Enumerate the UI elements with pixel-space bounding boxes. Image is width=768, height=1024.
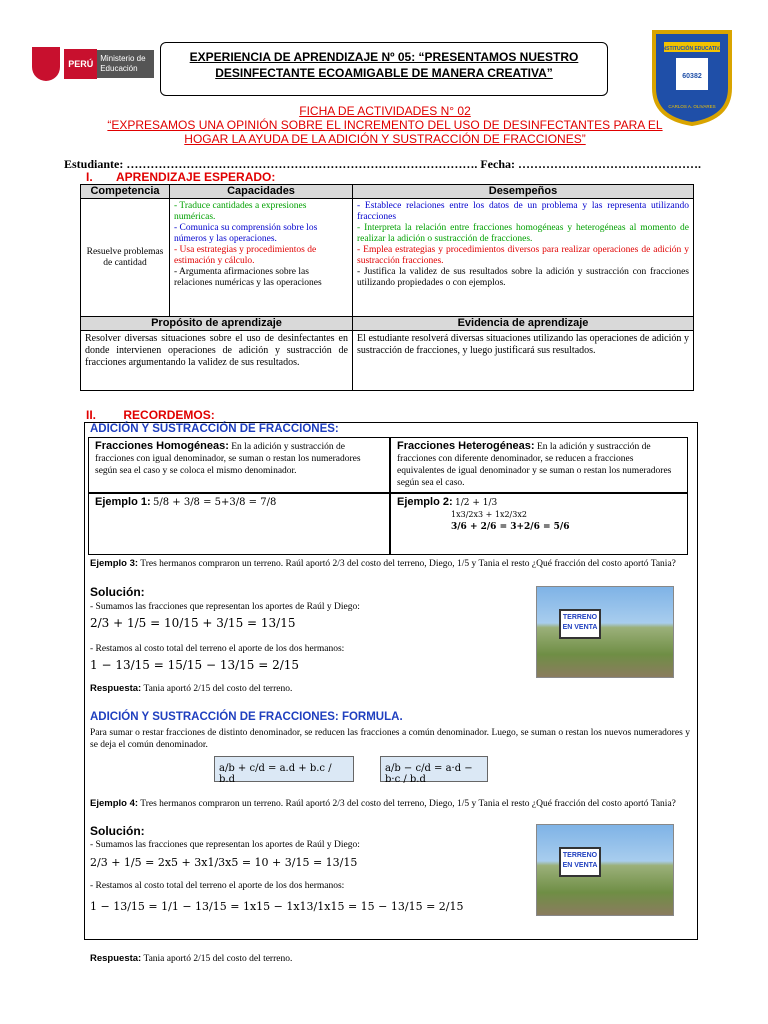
- section1-num: I.: [86, 170, 93, 184]
- addsub-heading: ADICIÓN Y SUSTRACCIÓN DE FRACCIONES:: [90, 423, 339, 435]
- ejemplo1-box: [88, 493, 390, 555]
- section2-heading: [86, 408, 215, 422]
- des1: - Establece relaciones entre los datos de un problema y las representa utilizando fracciones: [357, 201, 689, 222]
- minedu-logo: [32, 44, 154, 84]
- resp1-label: Respuesta:: [90, 683, 142, 694]
- col-proposito: Propósito de aprendizaje: [81, 317, 353, 331]
- col-desempenos: Desempeños: [353, 185, 694, 199]
- homogeneous-box: [88, 437, 390, 493]
- ej3-label: Ejemplo 3:: [90, 558, 139, 569]
- land-photo-1: [536, 586, 674, 678]
- section1-heading: [86, 170, 275, 184]
- ej3-text: Tres hermanos compraron un terreno. Raúl aportó 2/3 del costo del terreno, Diego, 1/5 y Tania el resto ¿Qué fracción del costo aportó Tania?: [140, 559, 676, 569]
- peru-shield-icon: [32, 47, 60, 81]
- section2-num: II.: [86, 408, 97, 422]
- step3-math: 2/3 + 1/5 = 2x5 + 3x1/3x5 = 10 + 3/15 = 13/15: [90, 856, 358, 869]
- ficha-line3: HOGAR LA AYUDA DE LA ADICIÓN Y SUSTRACCIÓN DE FRACCIONES”: [184, 132, 586, 146]
- school-label: INSTITUCIÓN EDUCATIVA: [661, 46, 723, 52]
- capacidades-cell: [170, 199, 353, 317]
- competencia-cell: Resuelve problemas de cantidad: [81, 199, 170, 317]
- peru-label: PERÚ: [64, 49, 97, 79]
- step4-math: 1 − 13/15 = 1/1 − 13/15 = 1x15 − 1x13/1x15 = 15 − 13/15 = 2/15: [90, 900, 464, 913]
- ejemplo3: [90, 558, 690, 570]
- ejemplo4: [90, 798, 690, 810]
- cap3: - Usa estrategias y procedimientos de estimación y cálculo.: [174, 245, 317, 266]
- ej2-label: Ejemplo 2:: [397, 496, 453, 508]
- ejemplo2-box: [390, 493, 688, 555]
- experience-title: [160, 42, 608, 96]
- step1: - Sumamos las fracciones que representan los aportes de Raúl y Diego:: [90, 602, 360, 612]
- col-evidencia: Evidencia de aprendizaje: [353, 317, 694, 331]
- step4: - Restamos al costo total del terreno el aporte de los dos hermanos:: [90, 881, 345, 891]
- land-photo-2: [536, 824, 674, 916]
- title-line1: EXPERIENCIA DE APRENDIZAJE Nº 05: “PRESENTAMOS NUESTRO: [189, 50, 579, 64]
- ministry-label: Ministerio de Educación: [97, 50, 154, 78]
- heter-title: Fracciones Heterogéneas:: [397, 440, 535, 452]
- step3: - Sumamos las fracciones que representan los aportes de Raúl y Diego:: [90, 840, 360, 850]
- step2-math: 1 − 13/15 = 15/15 − 13/15 = 2/15: [90, 658, 300, 672]
- ej1-expr: 5/8 + 3/8 = 5+3/8 = 7/8: [153, 497, 277, 508]
- desempenos-cell: [353, 199, 694, 317]
- ej4-text: Tres hermanos compraron un terreno. Raúl aportó 2/3 del costo del terreno, Diego, 1/5 y Tania el resto ¿Qué fracción del costo aportó Tania?: [140, 799, 676, 809]
- respuesta2: [90, 953, 292, 965]
- ej1-label: Ejemplo 1:: [95, 496, 151, 508]
- formula-add: a/b + c/d = a.d + b.c / b.d: [214, 756, 354, 782]
- ej2-l3: 3/6 + 2/6 = 3+2/6 = 5/6: [451, 522, 570, 532]
- school-motto: CARLOS A. OLIVARES: [668, 104, 716, 109]
- solucion1-label: Solución:: [90, 585, 145, 599]
- proposito-cell: Resolver diversas situaciones sobre el uso de desinfectantes en donde intervienen operaciones de adición y sustracción de fracciones argumentando la validez de sus resultados.: [81, 331, 353, 391]
- col-capacidades: Capacidades: [170, 185, 353, 199]
- sale-sign-1: TERRENO EN VENTA: [559, 609, 601, 639]
- des4: - Justifica la validez de sus resultados sobre la adición y sustracción con fracciones utilizando propiedades o con ejemplos.: [357, 267, 689, 288]
- step1-math: 2/3 + 1/5 = 10/15 + 3/15 = 13/15: [90, 616, 296, 630]
- homog-title: Fracciones Homogéneas:: [95, 440, 229, 452]
- ficha-line2: “EXPRESAMOS UNA OPINIÓN SOBRE EL INCREMENTO DEL USO DE DESINFECTANTES PARA EL: [107, 118, 663, 132]
- col-competencia: Competencia: [81, 185, 170, 199]
- heterogeneous-box: [390, 437, 688, 493]
- sale-sign-2: TERRENO EN VENTA: [559, 847, 601, 877]
- ficha-line1: FICHA DE ACTIVIDADES N° 02: [299, 104, 471, 118]
- cap2: - Comunica su comprensión sobre los números y las operaciones.: [174, 223, 318, 244]
- evidencia-cell: El estudiante resolverá diversas situaciones utilizando las operaciones de adición y sustracción de fracciones, y luego justificará sus resultados.: [353, 331, 694, 391]
- resp2-label: Respuesta:: [90, 953, 142, 964]
- des2: - Interpreta la relación entre fracciones homogéneas y heterogéneas al momento de realizar la adición o sustracción de fracciones.: [357, 223, 689, 244]
- school-number: 60382: [682, 73, 702, 80]
- resp1-text: Tania aportó 2/15 del costo del terreno.: [143, 684, 293, 694]
- section2-title: RECORDEMOS:: [123, 408, 215, 422]
- section1-title: APRENDIZAJE ESPERADO:: [116, 170, 276, 184]
- student-line: Estudiante: ……………………………………………………………………………. Fecha: ……………………………………….: [64, 157, 701, 171]
- ej2-l1: 1/2 + 1/3: [455, 498, 498, 508]
- ficha-heading: [100, 104, 670, 146]
- formula-heading: ADICIÓN Y SUSTRACCIÓN DE FRACCIONES: FORMULA.: [90, 711, 403, 723]
- formula-sub: a/b − c/d = a·d − b·c / b.d: [380, 756, 488, 782]
- step2: - Restamos al costo total del terreno el aporte de los dos hermanos:: [90, 644, 345, 654]
- learning-table: [80, 184, 694, 391]
- title-line2: DESINFECTANTE ECOAMIGABLE DE MANERA CREATIVA”: [215, 66, 553, 80]
- ej4-label: Ejemplo 4:: [90, 798, 139, 809]
- formula-text: Para sumar o restar fracciones de distinto denominador, se reducen las fracciones a común denominador. Luego, se suman o restan los nuevos numeradores y se deja el común denominador.: [90, 728, 690, 750]
- cap4: - Argumenta afirmaciones sobre las relaciones numéricas y las operaciones: [174, 267, 322, 288]
- resp2-text: Tania aportó 2/15 del costo del terreno.: [143, 954, 293, 964]
- homog-text: En la adición y sustracción de fracciones con igual denominador, se suman o restan los numeradores según sea el caso y se coloca el mismo denominador.: [95, 442, 361, 476]
- des3: - Emplea estrategias y procedimientos diversos para realizar operaciones de adición y sustracción fracciones.: [357, 245, 689, 266]
- solucion2-label: Solución:: [90, 824, 145, 838]
- respuesta1: [90, 683, 292, 695]
- heter-text: En la adición y sustracción de fracciones con diferente denominador, se reducen a fracciones equivalentes de igual denominador y se suman o restan los numeradores según sea el caso.: [397, 442, 672, 488]
- cap1: - Traduce cantidades a expresiones numéricas.: [174, 201, 307, 222]
- ej2-l2: 1x3/2x3 + 1x2/3x2: [451, 510, 527, 519]
